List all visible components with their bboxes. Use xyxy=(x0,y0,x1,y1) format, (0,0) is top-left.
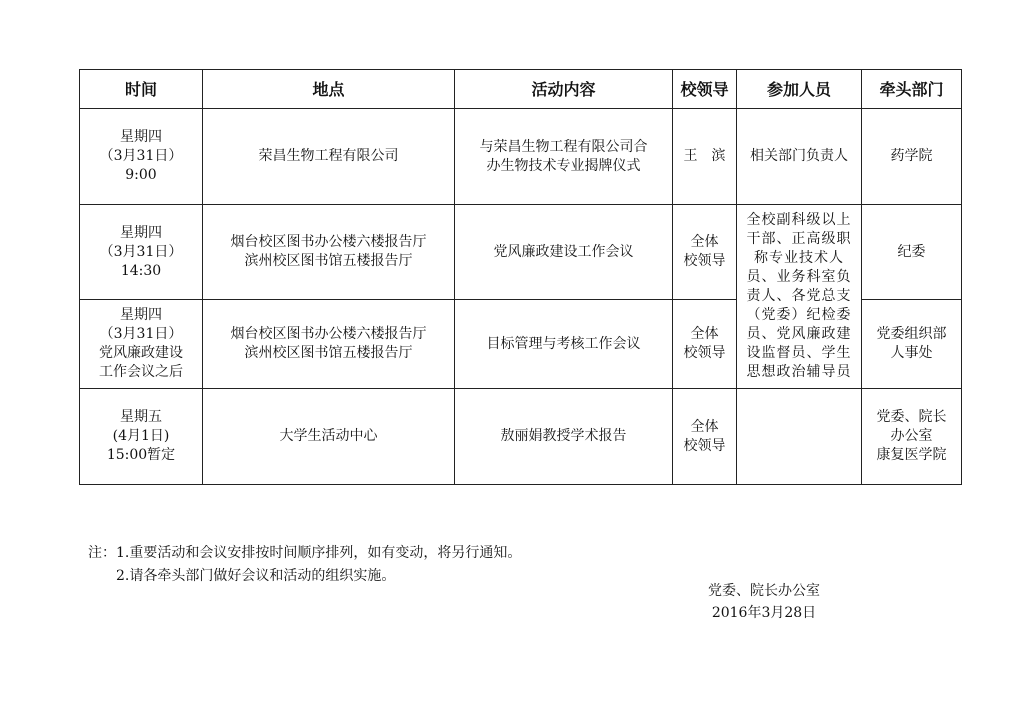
cell-leader: 全体 校领导 xyxy=(673,389,737,485)
cell-time: 星期五 (4月1日) 15:00暂定 xyxy=(80,389,203,485)
cell-participants: 相关部门负责人 xyxy=(737,109,862,205)
cell-leader: 全体 校领导 xyxy=(673,205,737,300)
header-time: 时间 xyxy=(80,70,203,109)
header-activity: 活动内容 xyxy=(455,70,673,109)
signature-office: 党委、院长办公室 xyxy=(708,583,820,599)
cell-time: 星期四 （3月31日） 14:30 xyxy=(80,205,203,300)
cell-department: 纪委 xyxy=(862,205,962,300)
note-line-1: 注：1.重要活动和会议安排按时间顺序排列，如有变动，将另行通知。 xyxy=(88,545,522,561)
cell-department: 党委组织部 人事处 xyxy=(862,300,962,389)
note-line-2: 2.请各牵头部门做好会议和活动的组织实施。 xyxy=(116,568,396,584)
cell-leader: 全体 校领导 xyxy=(673,300,737,389)
signature-date: 2016年3月28日 xyxy=(711,605,817,621)
cell-location: 烟台校区图书办公楼六楼报告厅 滨州校区图书馆五楼报告厅 xyxy=(203,205,455,300)
cell-time: 星期四 （3月31日） 9:00 xyxy=(80,109,203,205)
cell-participants xyxy=(737,389,862,485)
cell-location: 烟台校区图书办公楼六楼报告厅 滨州校区图书馆五楼报告厅 xyxy=(203,300,455,389)
table-row xyxy=(80,109,962,205)
cell-location: 荣昌生物工程有限公司 xyxy=(203,109,455,205)
cell-department: 党委、院长 办公室 康复医学院 xyxy=(862,389,962,485)
table-row xyxy=(80,389,962,485)
signature-block xyxy=(684,580,844,624)
header-location: 地点 xyxy=(203,70,455,109)
table-row xyxy=(80,205,962,300)
cell-leader: 王 滨 xyxy=(673,109,737,205)
notes xyxy=(88,542,521,588)
cell-activity: 目标管理与考核工作会议 xyxy=(455,300,673,389)
cell-department: 药学院 xyxy=(862,109,962,205)
cell-location: 大学生活动中心 xyxy=(203,389,455,485)
schedule-table xyxy=(79,69,962,485)
header-participants: 参加人员 xyxy=(737,70,862,109)
cell-activity: 与荣昌生物工程有限公司合 办生物技术专业揭牌仪式 xyxy=(455,109,673,205)
header-leader: 校领导 xyxy=(673,70,737,109)
header-department: 牵头部门 xyxy=(862,70,962,109)
cell-activity: 敖丽娟教授学术报告 xyxy=(455,389,673,485)
cell-activity: 党风廉政建设工作会议 xyxy=(455,205,673,300)
cell-time: 星期四 （3月31日） 党风廉政建设 工作会议之后 xyxy=(80,300,203,389)
cell-participants-merged: 全校副科级以上干部、正高级职称专业技术人员、业务科室负责人、各党总支（党委）纪检委员、党风廉政建设监督员、学生思想政治辅导员 xyxy=(737,205,862,389)
table-header-row xyxy=(80,70,962,109)
